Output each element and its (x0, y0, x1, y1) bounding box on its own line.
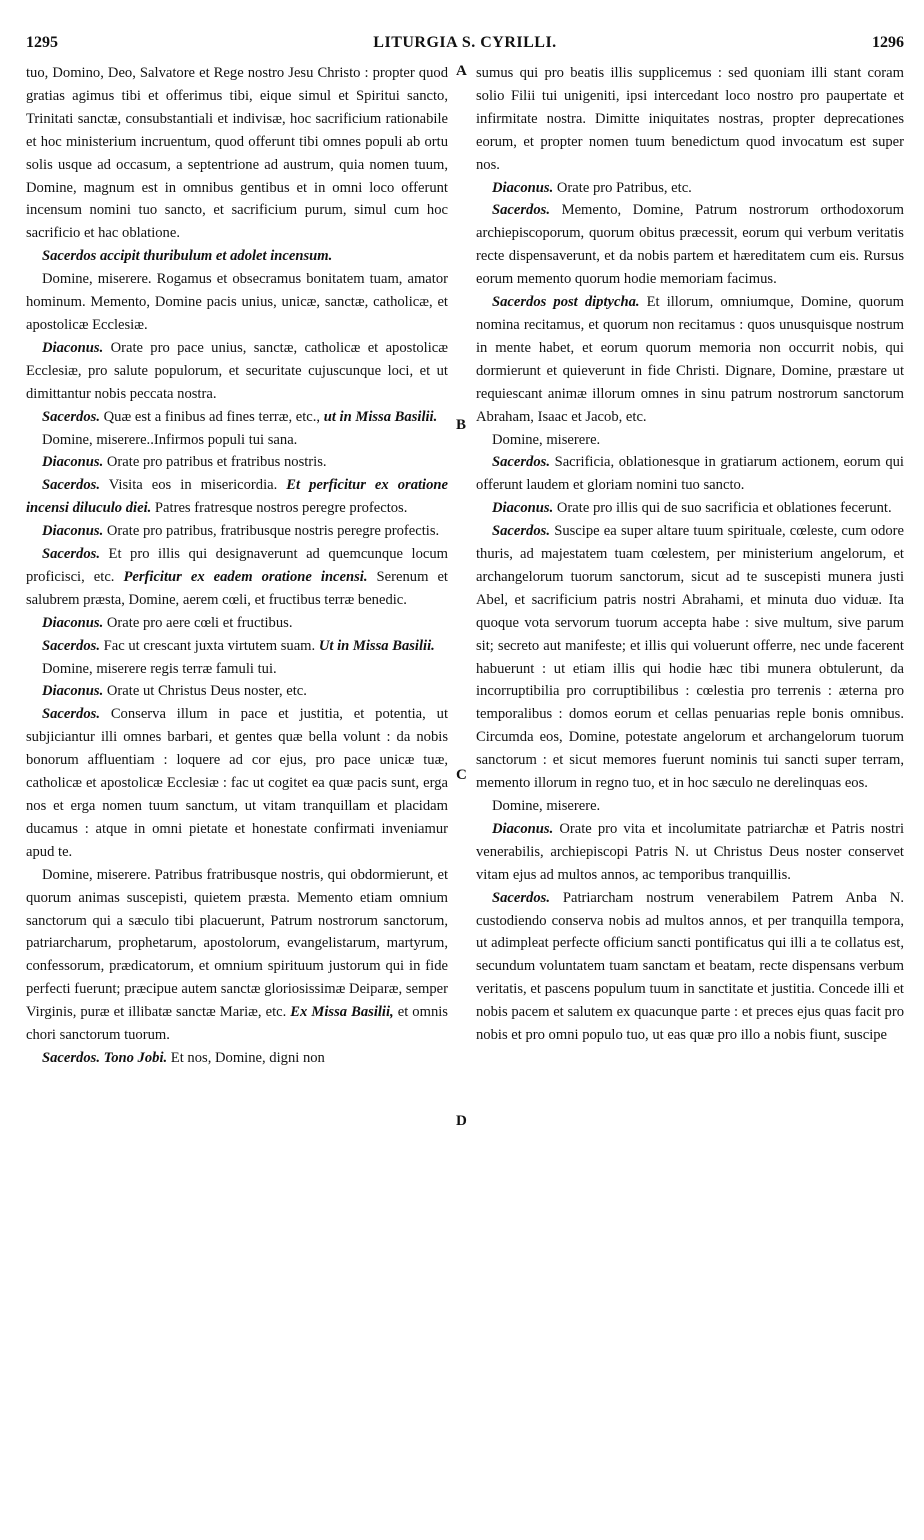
body-text: sumus qui pro beatis illis supplicemus : sed quoniam illi stant coram solio Filii tui unigeniti, ipsi intercedant loco nostro pro paupertate et infirmitate nostra. Dimitte iniquitates nostras, propter deprecationes eorum, et propter nomen tuum benedictum quod invocatum est super nos. (476, 65, 904, 173)
rubric-text: Sacerdos. (42, 706, 100, 723)
body-text: Sacrificia, oblationesque in gratiarum actionem, eorum qui offerunt laudem et gloriam nomini tuo sancto. (476, 454, 904, 494)
paragraph (476, 887, 904, 1047)
paragraph (476, 429, 904, 452)
paragraph (476, 795, 904, 818)
body-text: Domine, miserere. Patribus fratribusque nostris, qui obdormierunt, et quorum animas suscepisti, quietem præsta. Memento etiam omnium sanctorum qui a sæculo tibi placuerunt, Patrum nostrorum sanctorum, patriarcharum, prophetarum, apostolorum, evangelistarum, martyrum, confessorum, prædicatorum, et omnium spirituum justorum qui in fide perfecti fuerunt; præcipue autem sanctæ gloriosissimæ Deiparæ, semper Virginis, puræ et illibatæ sanctæ Mariæ, etc. (26, 866, 448, 1021)
body-text: Orate pro patribus, fratribusque nostris peregre profectis. (103, 523, 440, 540)
body-text: Domine, miserere. (492, 431, 601, 448)
body-text: Serenum et salubrem præsta, Domine, aerem cœli, et fructibus terræ benedic. (26, 568, 448, 608)
rubric-text: ut in Missa Basilii. (323, 408, 438, 425)
rubric-text: Sacerdos post diptycha. (492, 294, 640, 311)
rubric-text: Diaconus. (42, 683, 104, 700)
paragraph (26, 612, 448, 635)
rubric-text: Sacerdos. Tono Jobi. (42, 1049, 168, 1066)
rubric-text: Et perficitur ex oratione incensi diluculo diei. (26, 477, 448, 517)
body-text: Orate pro Patribus, etc. (553, 179, 692, 196)
rubric-text: Sacerdos. (492, 523, 550, 540)
rubric-text: Sacerdos. (492, 889, 550, 906)
rubric-text: Sacerdos. (42, 546, 100, 563)
body-text: Patres fratresque nostros peregre profectos. (151, 500, 408, 517)
rubric-text: Ut in Missa Basilii. (318, 637, 435, 654)
rubric-text: Sacerdos accipit thuribulum et adolet incensum. (42, 248, 333, 265)
rubric-text: Diaconus. (492, 820, 554, 837)
rubric-text: Diaconus. (42, 523, 104, 540)
rubric-text: Diaconus. (42, 454, 104, 471)
left-column (26, 62, 448, 1070)
paragraph (476, 291, 904, 428)
paragraph (476, 451, 904, 497)
paragraph (26, 635, 448, 658)
paragraph (26, 520, 448, 543)
body-text: Fac ut crescant juxta virtutem suam. (99, 637, 319, 654)
paragraph (26, 1047, 448, 1070)
paragraph (26, 245, 448, 268)
body-text: Et illorum, omniumque, Domine, quorum nomina recitamus, et quorum non recitamus : quos unusquisque nostrum in mente habet, et eorum quorum memoria non occurrit nobis, qui dormierunt et quieverunt in fide Christi. Dignare, Domine, præstare ut requiescant animæ illorum omnes in sinu patrum nostrorum sanctorum Abraham, Isaac et Jacob, etc. (476, 294, 904, 425)
margin-marker-b: B (456, 417, 467, 433)
rubric-text: Sacerdos. (492, 454, 550, 471)
body-text: Domine, miserere regis terræ famuli tui. (42, 660, 277, 677)
body-text: Domine, miserere..Infirmos populi tui sana. (42, 431, 298, 448)
body-text: Domine, miserere. (492, 798, 601, 814)
paragraph (476, 520, 904, 795)
body-text: Et pro illis qui designaverunt ad quemcunque locum proficisci, etc. (26, 546, 448, 585)
paragraph (26, 680, 448, 703)
rubric-text: Sacerdos. (42, 477, 100, 494)
body-text: tuo, Domino, Deo, Salvatore et Rege nostro Jesu Christo : propter quod gratias agimus tibi et offerimus tibi, eique simul et Spiritui sancto, Trinitati sanctæ, consubstantiali et indivisæ, hoc sacrificium rationabile et hoc ministerium incruentum, quod offerunt tibi omnes populi ab ortu solis usque ad occasum, a septentrione ad austrum, quia nomen tuum, Domine, magnum est in omnibus gentibus et in omni loco offerunt incensum nomini tuo sancto, et sacrificium purum, simul cum hoc sacrificio et hac oblatione. (26, 65, 448, 242)
rubric-text: Sacerdos. (492, 202, 550, 219)
body-text: Quæ est a finibus ad fines terræ, etc., (99, 408, 324, 425)
page-header (26, 34, 904, 56)
right-column (476, 62, 904, 1047)
paragraph (26, 451, 448, 474)
paragraph (26, 337, 448, 406)
body-text: Orate pro illis qui de suo sacrificia et oblationes fecerunt. (553, 500, 892, 517)
rubric-text: Ex Missa Basilii, (290, 1004, 394, 1021)
rubric-text: Diaconus. (492, 179, 554, 196)
paragraph (26, 406, 448, 429)
body-text: Domine, miserere. Rogamus et obsecramus bonitatem tuam, amator hominum. Memento, Domine pacis unius, unicæ, sanctæ, catholicæ, et apostolicæ Ecclesiæ. (26, 271, 448, 333)
running-title: LITURGIA S. CYRILLI. (373, 34, 557, 51)
body-text: Visita eos in misericordia. (99, 477, 287, 494)
page-number-left: 1295 (26, 34, 58, 51)
rubric-text: Diaconus. (492, 500, 554, 517)
body-text: Orate pro pace unius, sanctæ, catholicæ et apostolicæ Ecclesiæ, pro salute populorum, et securitate cujuscunque loci, et ut dimittantur nobis peccata nostra. (26, 339, 448, 402)
body-text: Orate ut Christus Deus noster, etc. (103, 683, 307, 700)
margin-marker-a: A (456, 63, 467, 79)
margin-marker-c: C (456, 767, 467, 783)
body-text: Orate pro vita et incolumitate patriarchæ et Patris nostri venerabilis, archiepiscopi Patris N. ut Christus Deus noster conservet vitam ejus ad multos annos, ac temporibus tranquillis. (476, 820, 904, 883)
paragraph (26, 703, 448, 863)
rubric-text: Diaconus. (42, 614, 104, 631)
paragraph (26, 429, 448, 452)
paragraph (476, 497, 904, 520)
paragraph (26, 864, 448, 1047)
rubric-text: Sacerdos. (42, 408, 100, 425)
body-text: Suscipe ea super altare tuum spirituale, cœleste, cum odore thuris, ad majestatem tuam cœlestem, per ministerium angelorum, et archangelorum tuorum sanctorum, sicut ad te suscepisti munera justi Abel, et sacrificium patris nostri Abrahami, et minuta duo viduæ. Ita quoque vota servorum tuorum accepta habe : sive multum, sive parum sit; secreto aut manifeste; et illis qui voluerunt offerre, nec unde facerent habuerunt : ut etiam illis qui hodie hæc tibi munera obtulerunt, da incorruptibilia pro corruptibilibus : cœlestia pro terrenis : æterna pro temporalibus : domos eorum et cellas penuarias reple bonis omnibus. Circumda eos, Domine, potestate angelorum et archangelorum tuorum sanctorum : et sicut memores fuerunt nominis tui sancti super terram, memento illorum in regno tuo, et in hoc sæculo ne derelinquas eos. (476, 523, 904, 792)
paragraph (26, 658, 448, 681)
body-text: Memento, Domine, Patrum nostrorum orthodoxorum archiepiscoporum, quorum obitus præcessit, eorum qui verbum veritatis recte dispensaverunt, et da nobis partem et hæreditatem cum eis. Rursus eorum memento quorum hodie memoriam facimus. (476, 202, 904, 288)
paragraph (476, 199, 904, 291)
paragraph (26, 62, 448, 245)
paragraph (476, 62, 904, 177)
paragraph (26, 543, 448, 612)
body-text: Patriarcham nostrum venerabilem Patrem Anba N. custodiendo conserva nobis ad multos annos, et per tranquilla tempora, ut adimpleat perfecte officium sancti pontificatus qui illi a te collatus est, secundum voluntatem tuam sanctam et beatam, recte dispensans verbum veritatis, et pascens populum tuum in sanctitate et justitia. Concede illi et nobis pacem et salutem ex quacunque parte : et preces ejus quas facit pro nobis et pro omni populo tuo, ut eas quæ pro illo a nobis fiunt, suscipe (476, 889, 904, 1044)
body-text: et omnis chori sanctorum tuorum. (26, 1004, 448, 1044)
body-text: Orate pro aere cœli et fructibus. (103, 614, 293, 631)
paragraph (476, 177, 904, 200)
rubric-text: Sacerdos. (42, 637, 100, 654)
paragraph (476, 818, 904, 887)
rubric-text: Perficitur ex eadem oratione incensi. (123, 568, 368, 585)
body-text: Et nos, Domine, digni non (167, 1049, 325, 1066)
page-number-right: 1296 (872, 34, 904, 51)
body-text: Conserva illum in pace et justitia, et potentia, ut subjiciantur illi omnes barbari, et gentes quæ bella volunt : da nobis bonorum affluentiam : loquere ad cor ejus, pro pace unicæ tuæ, catholicæ et apostolicæ Ecclesiæ : fac ut cogitet ea quæ pacis sunt, erga nos et erga nomen tuum sanctum, ut vitam tranquillam et placidam ducamus : atque in omni pietate et honestate confirmati inveniamur apud te. (26, 706, 448, 860)
rubric-text: Diaconus. (42, 339, 104, 356)
paragraph (26, 268, 448, 337)
body-text: Orate pro patribus et fratribus nostris. (103, 454, 327, 471)
paragraph (26, 474, 448, 520)
margin-marker-d: D (456, 1113, 467, 1129)
